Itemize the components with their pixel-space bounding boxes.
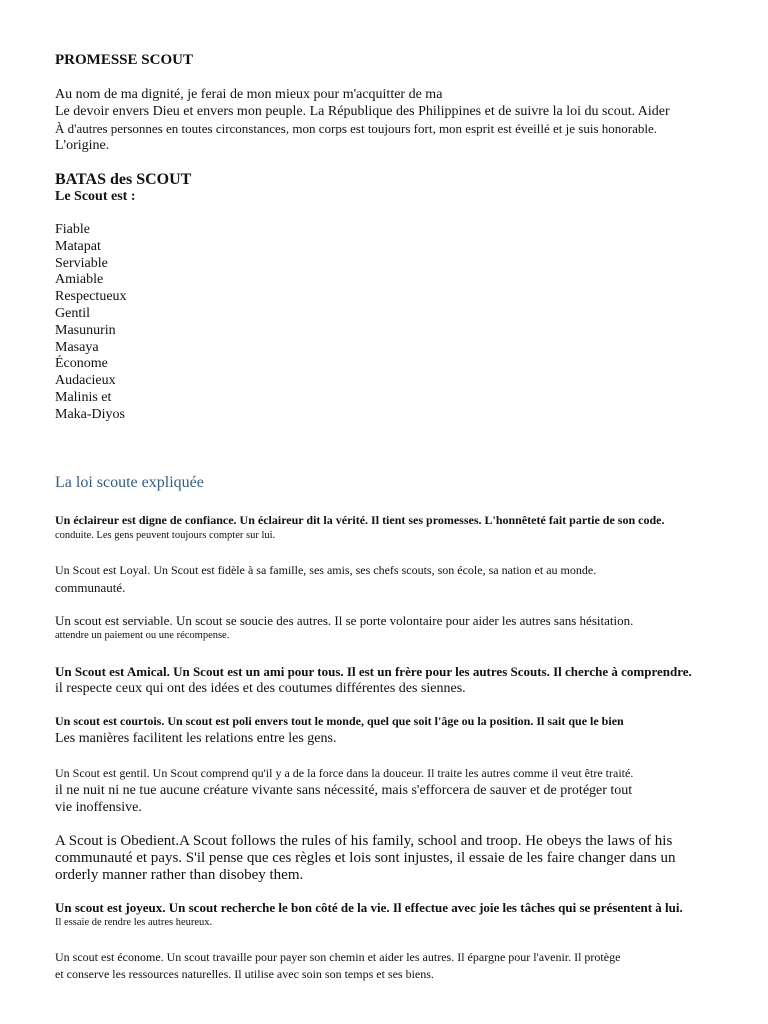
promesse-line: L'origine. (55, 138, 110, 153)
paragraph-line: vie inoffensive. (55, 800, 142, 815)
list-item: Gentil (55, 305, 90, 321)
paragraph-line: Un Scout est Loyal. Un Scout est fidèle à sa famille, ses amis, ses chefs scouts, son école, sa nation et au monde. (55, 563, 597, 577)
promesse-line: Au nom de ma dignité, je ferai de mon mieux pour m'acquitter de ma (55, 87, 443, 102)
paragraph-line: il ne nuit ni ne tue aucune créature vivante sans nécessité, mais s'efforcera de sauver et de protéger tout (55, 783, 633, 798)
loi-paragraph (55, 899, 755, 930)
loi-heading: La loi scoute expliquée (55, 474, 204, 491)
paragraph-line: Un scout est joyeux. Un scout recherche le bon côté de la vie. Il effectue avec joie les tâches qui se présentent à lui. (55, 900, 683, 915)
list-item: Masunurin (55, 322, 116, 338)
loi-paragraph (55, 833, 755, 884)
loi-paragraph (55, 949, 755, 983)
loi-paragraph (55, 512, 755, 543)
list-item: Amiable (55, 272, 104, 288)
paragraph-line: communauté. (55, 580, 126, 595)
paragraph-line: Un Scout est Amical. Un Scout est un ami pour tous. Il est un frère pour les autres Scouts. Il cherche à comprendre. (55, 664, 692, 679)
paragraph-line: Il essaie de rendre les autres heureux. (55, 917, 213, 928)
paragraph-line: Un scout est économe. Un scout travaille pour payer son chemin et aider les autres. Il épargne pour l'avenir. Il protège (55, 950, 621, 964)
list-item: Malinis et (55, 389, 112, 405)
batas-list (55, 222, 755, 424)
loi-paragraph (55, 713, 755, 747)
promesse-text (55, 86, 755, 154)
promesse-section (55, 52, 755, 69)
paragraph-line: Un Scout est gentil. Un Scout comprend qu'il y a de la force dans la douceur. Il traite les autres comme il veut être traité. (55, 766, 634, 780)
promesse-line: À d'autres personnes en toutes circonstances, mon corps est toujours fort, mon esprit est éveillé et je suis honorable. (55, 121, 657, 136)
paragraph-line: il respecte ceux qui ont des idées et des coutumes différentes des siennes. (55, 681, 466, 696)
batas-subtitle: Le Scout est : (55, 189, 136, 204)
loi-paragraph (55, 663, 755, 697)
paragraph-line: A Scout is Obedient.A Scout follows the rules of his family, school and troop. He obeys the laws of his (55, 833, 673, 849)
list-item: Économe (55, 356, 108, 372)
loi-paragraph (55, 562, 755, 596)
paragraph-line: orderly manner rather than disobey them. (55, 867, 304, 883)
promesse-line: Le devoir envers Dieu et envers mon peuple. La République des Philippines et de suivre la loi du scout. Aider (55, 104, 670, 119)
paragraph-line: Les manières facilitent les relations entre les gens. (55, 731, 337, 746)
batas-section (55, 171, 755, 205)
paragraph-line: communauté et pays. S'il pense que ces règles et lois sont injustes, il essaie de les faire changer dans un (55, 850, 676, 866)
paragraph-line: Un éclaireur est digne de confiance. Un éclaireur dit la vérité. Il tient ses promesses. L'honnêteté fait partie de son code. (55, 513, 665, 527)
promesse-title: PROMESSE SCOUT (55, 52, 193, 68)
batas-title: BATAS des SCOUT (55, 171, 192, 188)
list-item: Fiable (55, 222, 90, 237)
list-item: Masaya (55, 339, 99, 355)
loi-paragraph (55, 612, 755, 643)
list-item: Maka-Diyos (55, 406, 125, 422)
paragraph-line: attendre un paiement ou une récompense. (55, 630, 230, 641)
list-item: Matapat (55, 238, 101, 254)
paragraph-line: Un scout est serviable. Un scout se soucie des autres. Il se porte volontaire pour aider les autres sans hésitation. (55, 613, 634, 628)
list-item: Serviable (55, 255, 108, 271)
paragraph-line: Un scout est courtois. Un scout est poli envers tout le monde, quel que soit l'âge ou la position. Il sait que le bien (55, 714, 624, 728)
loi-section-heading (55, 474, 755, 492)
paragraph-line: et conserve les ressources naturelles. Il utilise avec soin son temps et ses biens. (55, 967, 434, 981)
list-item: Audacieux (55, 373, 116, 389)
list-item: Respectueux (55, 289, 127, 305)
loi-paragraph (55, 765, 755, 816)
paragraph-line: conduite. Les gens peuvent toujours compter sur lui. (55, 530, 276, 541)
